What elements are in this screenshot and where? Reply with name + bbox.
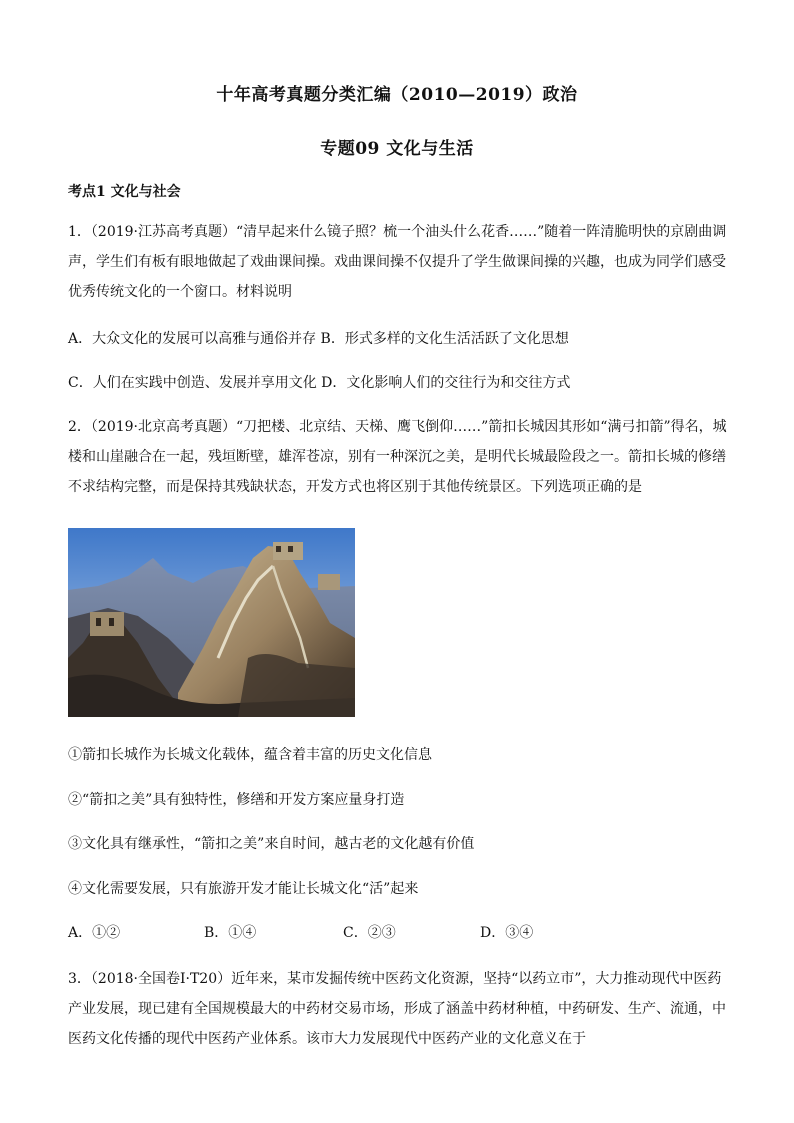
question-3-stem: 3．（2018·全国卷Ⅰ·T20）近年来，某市发掘传统中医药文化资源，坚持“以药立市”，大力推动现代中医药产业发展，现已建有全国规模最大的中药材交易市场，形成了涵盖中药材种植，中药研发、生产、流通，中医药文化传播的现代中医药产业体系。该市大力发展现代中医药产业的文化意义在于 [68,971,726,1047]
document-subtitle: 专题09 文化与生活 [320,139,474,159]
question-2-statement-1: ①箭扣长城作为长城文化载体，蕴含着丰富的历史文化信息 [68,747,432,763]
question-2-statement-3: ③文化具有继承性，“箭扣之美”来自时间，越古老的文化越有价值 [68,836,475,852]
document-title: 十年高考真题分类汇编（2010—2019）政治 [216,85,578,105]
question-2-statement-2: ②“箭扣之美”具有独特性，修缮和开发方案应量身打造 [68,792,405,808]
question-1-stem: 1．（2019·江苏高考真题）“清早起来什么镜子照？梳一个油头什么花香……”随着一阵清脆明快的京剧曲调声，学生们有板有眼地做起了戏曲课间操。戏曲课间操不仅提升了学生做课间操的兴趣，也成为同学们感受优秀传统文化的一个窗口。材料说明 [68,224,727,300]
question-2-option-a: A．①② [68,925,121,941]
question-2-option-c: C．②③ [343,925,396,941]
question-2-stem: 2．（2019·北京高考真题）“刀把楼、北京结、天梯、鹰飞倒仰……”箭扣长城因其形如“满弓扣箭”得名，城楼和山崖融合在一起，残垣断壁，雄浑苍凉，别有一种深沉之美，是明代长城最险段之一。箭扣长城的修缮不求结构完整，而是保持其残缺状态，开发方式也将区别于其他传统景区。下列选项正确的是 [68,419,727,495]
section-heading: 考点1 文化与社会 [68,184,181,200]
question-1-options-ab: A．大众文化的发展可以高雅与通俗并存 B．形式多样的文化生活活跃了文化思想 [68,331,569,347]
question-1-options-cd: C．人们在实践中创造、发展并享用文化 D．文化影响人们的交往行为和交往方式 [68,375,571,391]
question-2-option-d: D．③④ [480,925,534,941]
great-wall-photo [68,528,355,717]
question-2-statement-4: ④文化需要发展，只有旅游开发才能让长城文化“活”起来 [68,881,419,897]
question-2-option-b: B．①④ [204,925,257,941]
